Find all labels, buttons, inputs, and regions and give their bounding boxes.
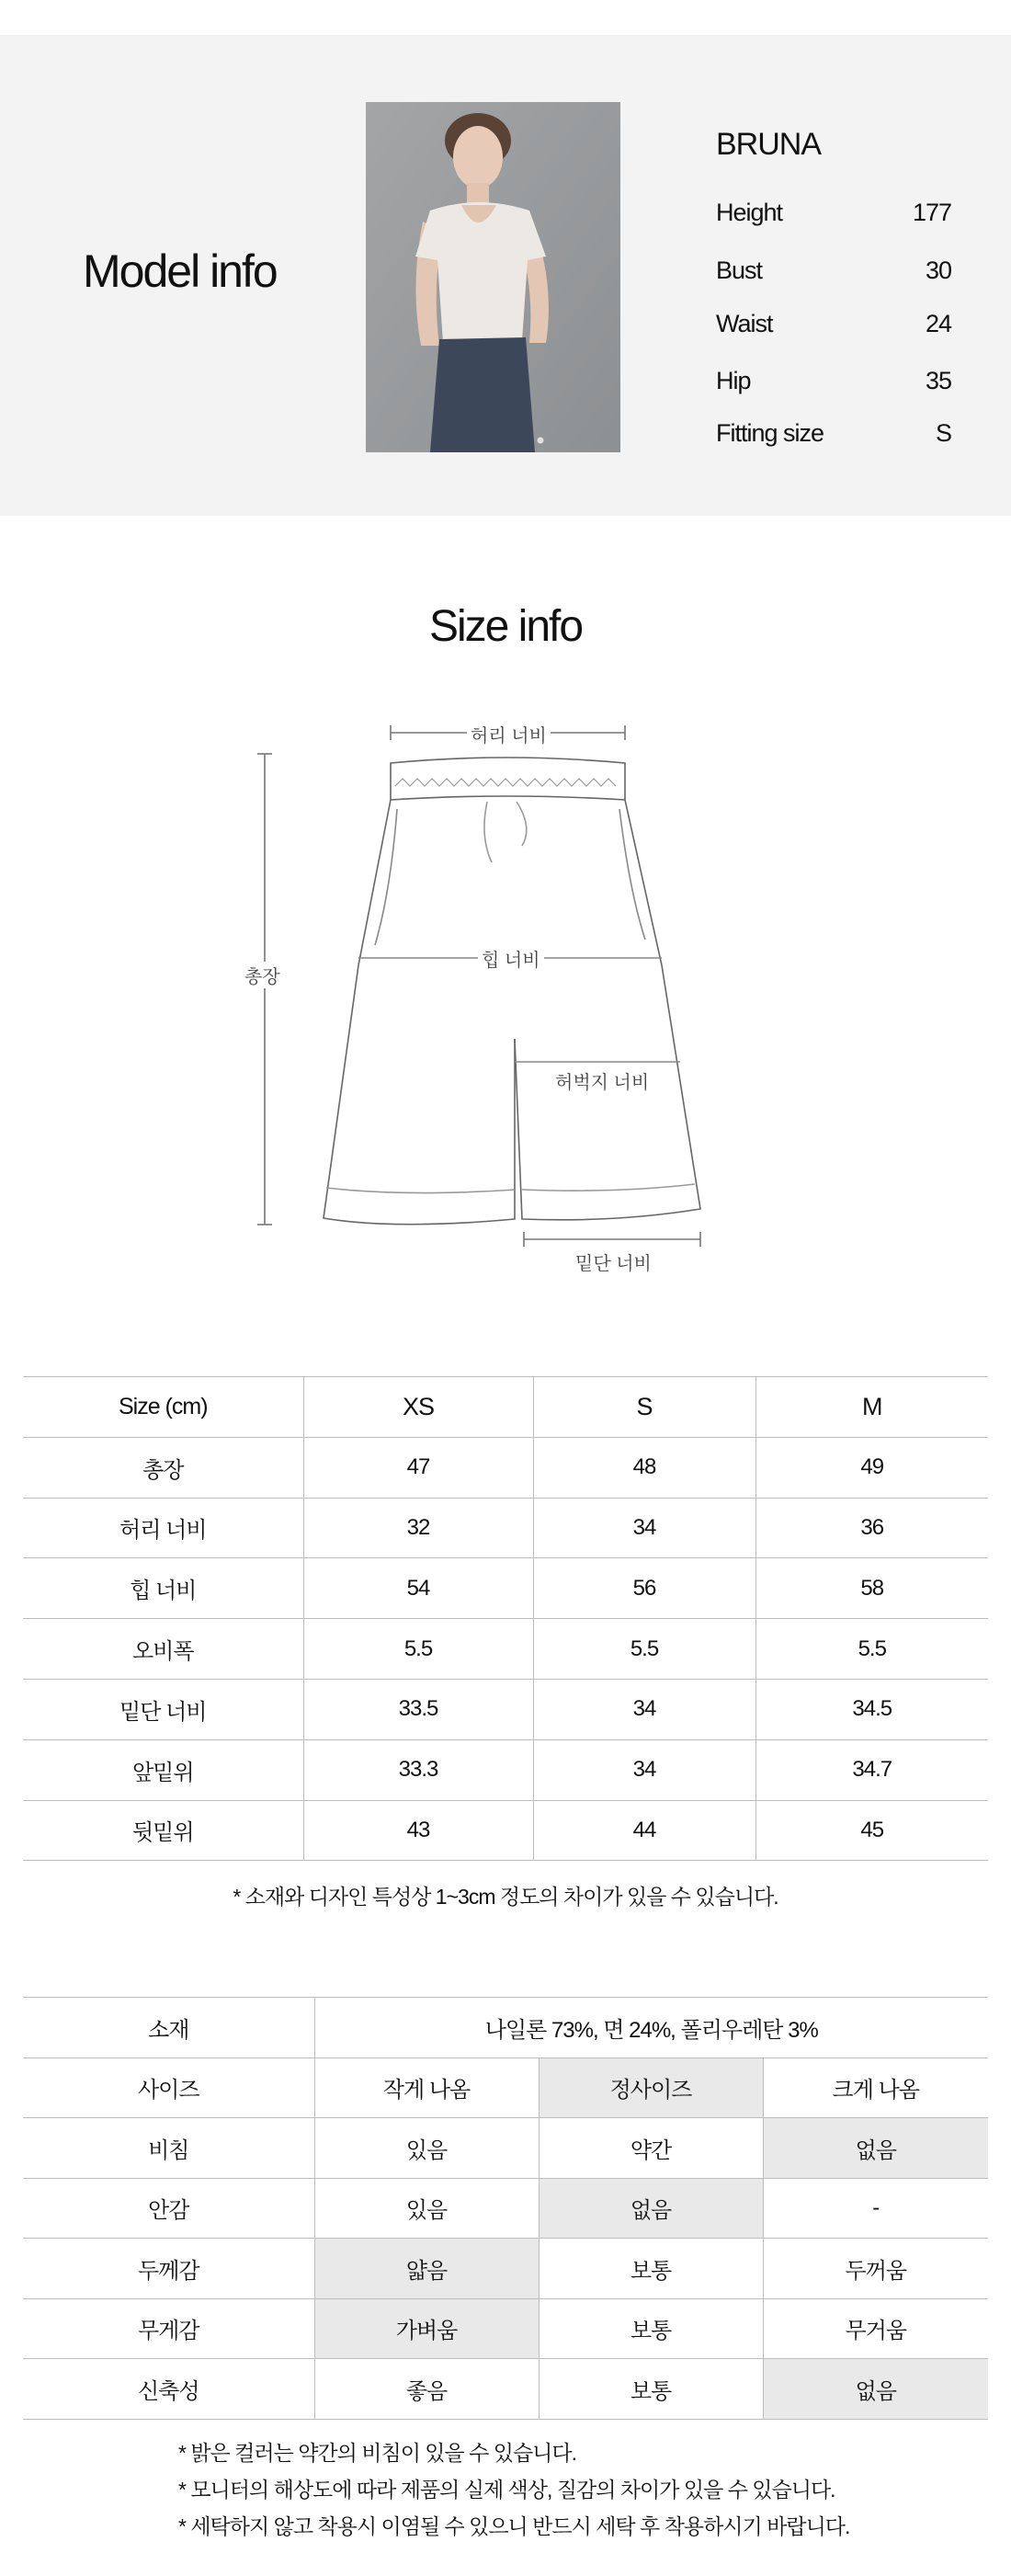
fabric-option: 있음 (314, 2118, 539, 2179)
measure-label: 뒷밑위 (23, 1800, 303, 1861)
fabric-option: 작게 나옴 (314, 2057, 539, 2118)
measure-value: 32 (303, 1498, 533, 1558)
material-value: 나일론 73%, 면 24%, 폴리우레탄 3% (314, 1998, 988, 2058)
model-name: BRUNA (716, 127, 822, 162)
fabric-row-label: 비침 (23, 2118, 314, 2179)
measure-value: 47 (303, 1437, 533, 1498)
size-header-cell: M (755, 1377, 988, 1438)
shorts-diagram (230, 708, 726, 1278)
shorts-illustration (230, 708, 726, 1278)
size-table (23, 1376, 988, 1861)
fabric-row-label: 신축성 (23, 2359, 314, 2420)
model-info-section (0, 35, 1011, 516)
material-label: 소재 (23, 1998, 314, 2058)
fabric-option: 약간 (539, 2118, 763, 2179)
table-row (23, 1800, 988, 1861)
fabric-option: 무거움 (763, 2298, 988, 2359)
label-waist-width: 허리 너비 (467, 721, 551, 747)
table-row (23, 1679, 988, 1739)
table-row (23, 2298, 988, 2359)
table-row (23, 1498, 988, 1558)
label-thigh-width: 허벅지 너비 (551, 1067, 653, 1094)
fabric-option-selected: 정사이즈 (539, 2057, 763, 2118)
fabric-row-label: 두께감 (23, 2239, 314, 2299)
table-row (23, 2057, 988, 2118)
measure-value: 5.5 (533, 1619, 755, 1680)
model-info-title: Model info (83, 245, 277, 297)
size-table-header (23, 1377, 988, 1438)
measure-label: 밑단 너비 (23, 1679, 303, 1739)
table-row (23, 1619, 988, 1680)
fabric-option-selected: 없음 (763, 2359, 988, 2420)
care-note: * 모니터의 해상도에 따라 제품의 실제 색상, 질감의 차이가 있을 수 있습니다. (178, 2478, 835, 2502)
stat-waist: Waist 24 (716, 310, 951, 337)
measure-value: 54 (303, 1558, 533, 1619)
model-photo (366, 102, 620, 452)
measure-value: 36 (755, 1498, 988, 1558)
fabric-option: 보통 (539, 2359, 763, 2420)
measure-value: 45 (755, 1800, 988, 1861)
table-row (23, 1998, 988, 2058)
table-row (23, 1437, 988, 1498)
label-total-length: 총장 (241, 962, 284, 988)
fabric-option: 크게 나옴 (763, 2057, 988, 2118)
measure-value: 34 (533, 1498, 755, 1558)
fabric-option-selected: 없음 (763, 2118, 988, 2179)
stat-height: Height 177 (716, 199, 951, 226)
fabric-option: 보통 (539, 2298, 763, 2359)
fabric-option-selected: 얇음 (314, 2239, 539, 2299)
table-row (23, 1739, 988, 1800)
measure-label: 오비폭 (23, 1619, 303, 1680)
measure-value: 34.7 (755, 1739, 988, 1800)
measure-value: 48 (533, 1437, 755, 1498)
fabric-row-label: 무게감 (23, 2298, 314, 2359)
table-row (23, 2178, 988, 2239)
measure-value: 5.5 (303, 1619, 533, 1680)
fabric-option: 두꺼움 (763, 2239, 988, 2299)
measure-label: 허리 너비 (23, 1498, 303, 1558)
measure-value: 5.5 (755, 1619, 988, 1680)
size-header-cell: S (533, 1377, 755, 1438)
size-info-title: Size info (428, 602, 583, 651)
table-row (23, 2359, 988, 2420)
fabric-row-label: 사이즈 (23, 2057, 314, 2118)
fabric-table (23, 1997, 988, 2420)
size-header-cell: XS (303, 1377, 533, 1438)
fabric-option: 좋음 (314, 2359, 539, 2420)
label-hip-width: 힙 너비 (478, 945, 544, 972)
measure-value: 34.5 (755, 1679, 988, 1739)
measure-value: 49 (755, 1437, 988, 1498)
size-header-cell: Size (cm) (23, 1377, 303, 1438)
fabric-row-label: 안감 (23, 2178, 314, 2239)
fabric-option: 있음 (314, 2178, 539, 2239)
table-row (23, 2239, 988, 2299)
fabric-option-selected: 가벼움 (314, 2298, 539, 2359)
fabric-option-selected: 없음 (539, 2178, 763, 2239)
measure-value: 34 (533, 1739, 755, 1800)
size-note: * 소재와 디자인 특성상 1~3cm 정도의 차이가 있을 수 있습니다. (233, 1885, 778, 1909)
measure-value: 58 (755, 1558, 988, 1619)
measure-value: 44 (533, 1800, 755, 1861)
care-note: * 세탁하지 않고 착용시 이염될 수 있으니 반드시 세탁 후 착용하시기 바랍니다. (178, 2514, 850, 2538)
measure-value: 56 (533, 1558, 755, 1619)
stat-bust: Bust 30 (716, 256, 951, 284)
care-note: * 밝은 컬러는 약간의 비침이 있을 수 있습니다. (178, 2441, 576, 2465)
measure-label: 앞밑위 (23, 1739, 303, 1800)
measure-value: 33.3 (303, 1739, 533, 1800)
measure-label: 총장 (23, 1437, 303, 1498)
measure-value: 34 (533, 1679, 755, 1739)
table-row (23, 1558, 988, 1619)
stat-fitting-size: Fitting size S (716, 419, 951, 447)
table-row (23, 2118, 988, 2179)
measure-value: 43 (303, 1800, 533, 1861)
fabric-option: 보통 (539, 2239, 763, 2299)
stat-hip: Hip 35 (716, 367, 951, 394)
fabric-option: - (763, 2178, 988, 2239)
measure-value: 33.5 (303, 1679, 533, 1739)
measure-label: 힙 너비 (23, 1558, 303, 1619)
care-notes (178, 2434, 849, 2545)
label-hem-width: 밑단 너비 (572, 1248, 655, 1275)
